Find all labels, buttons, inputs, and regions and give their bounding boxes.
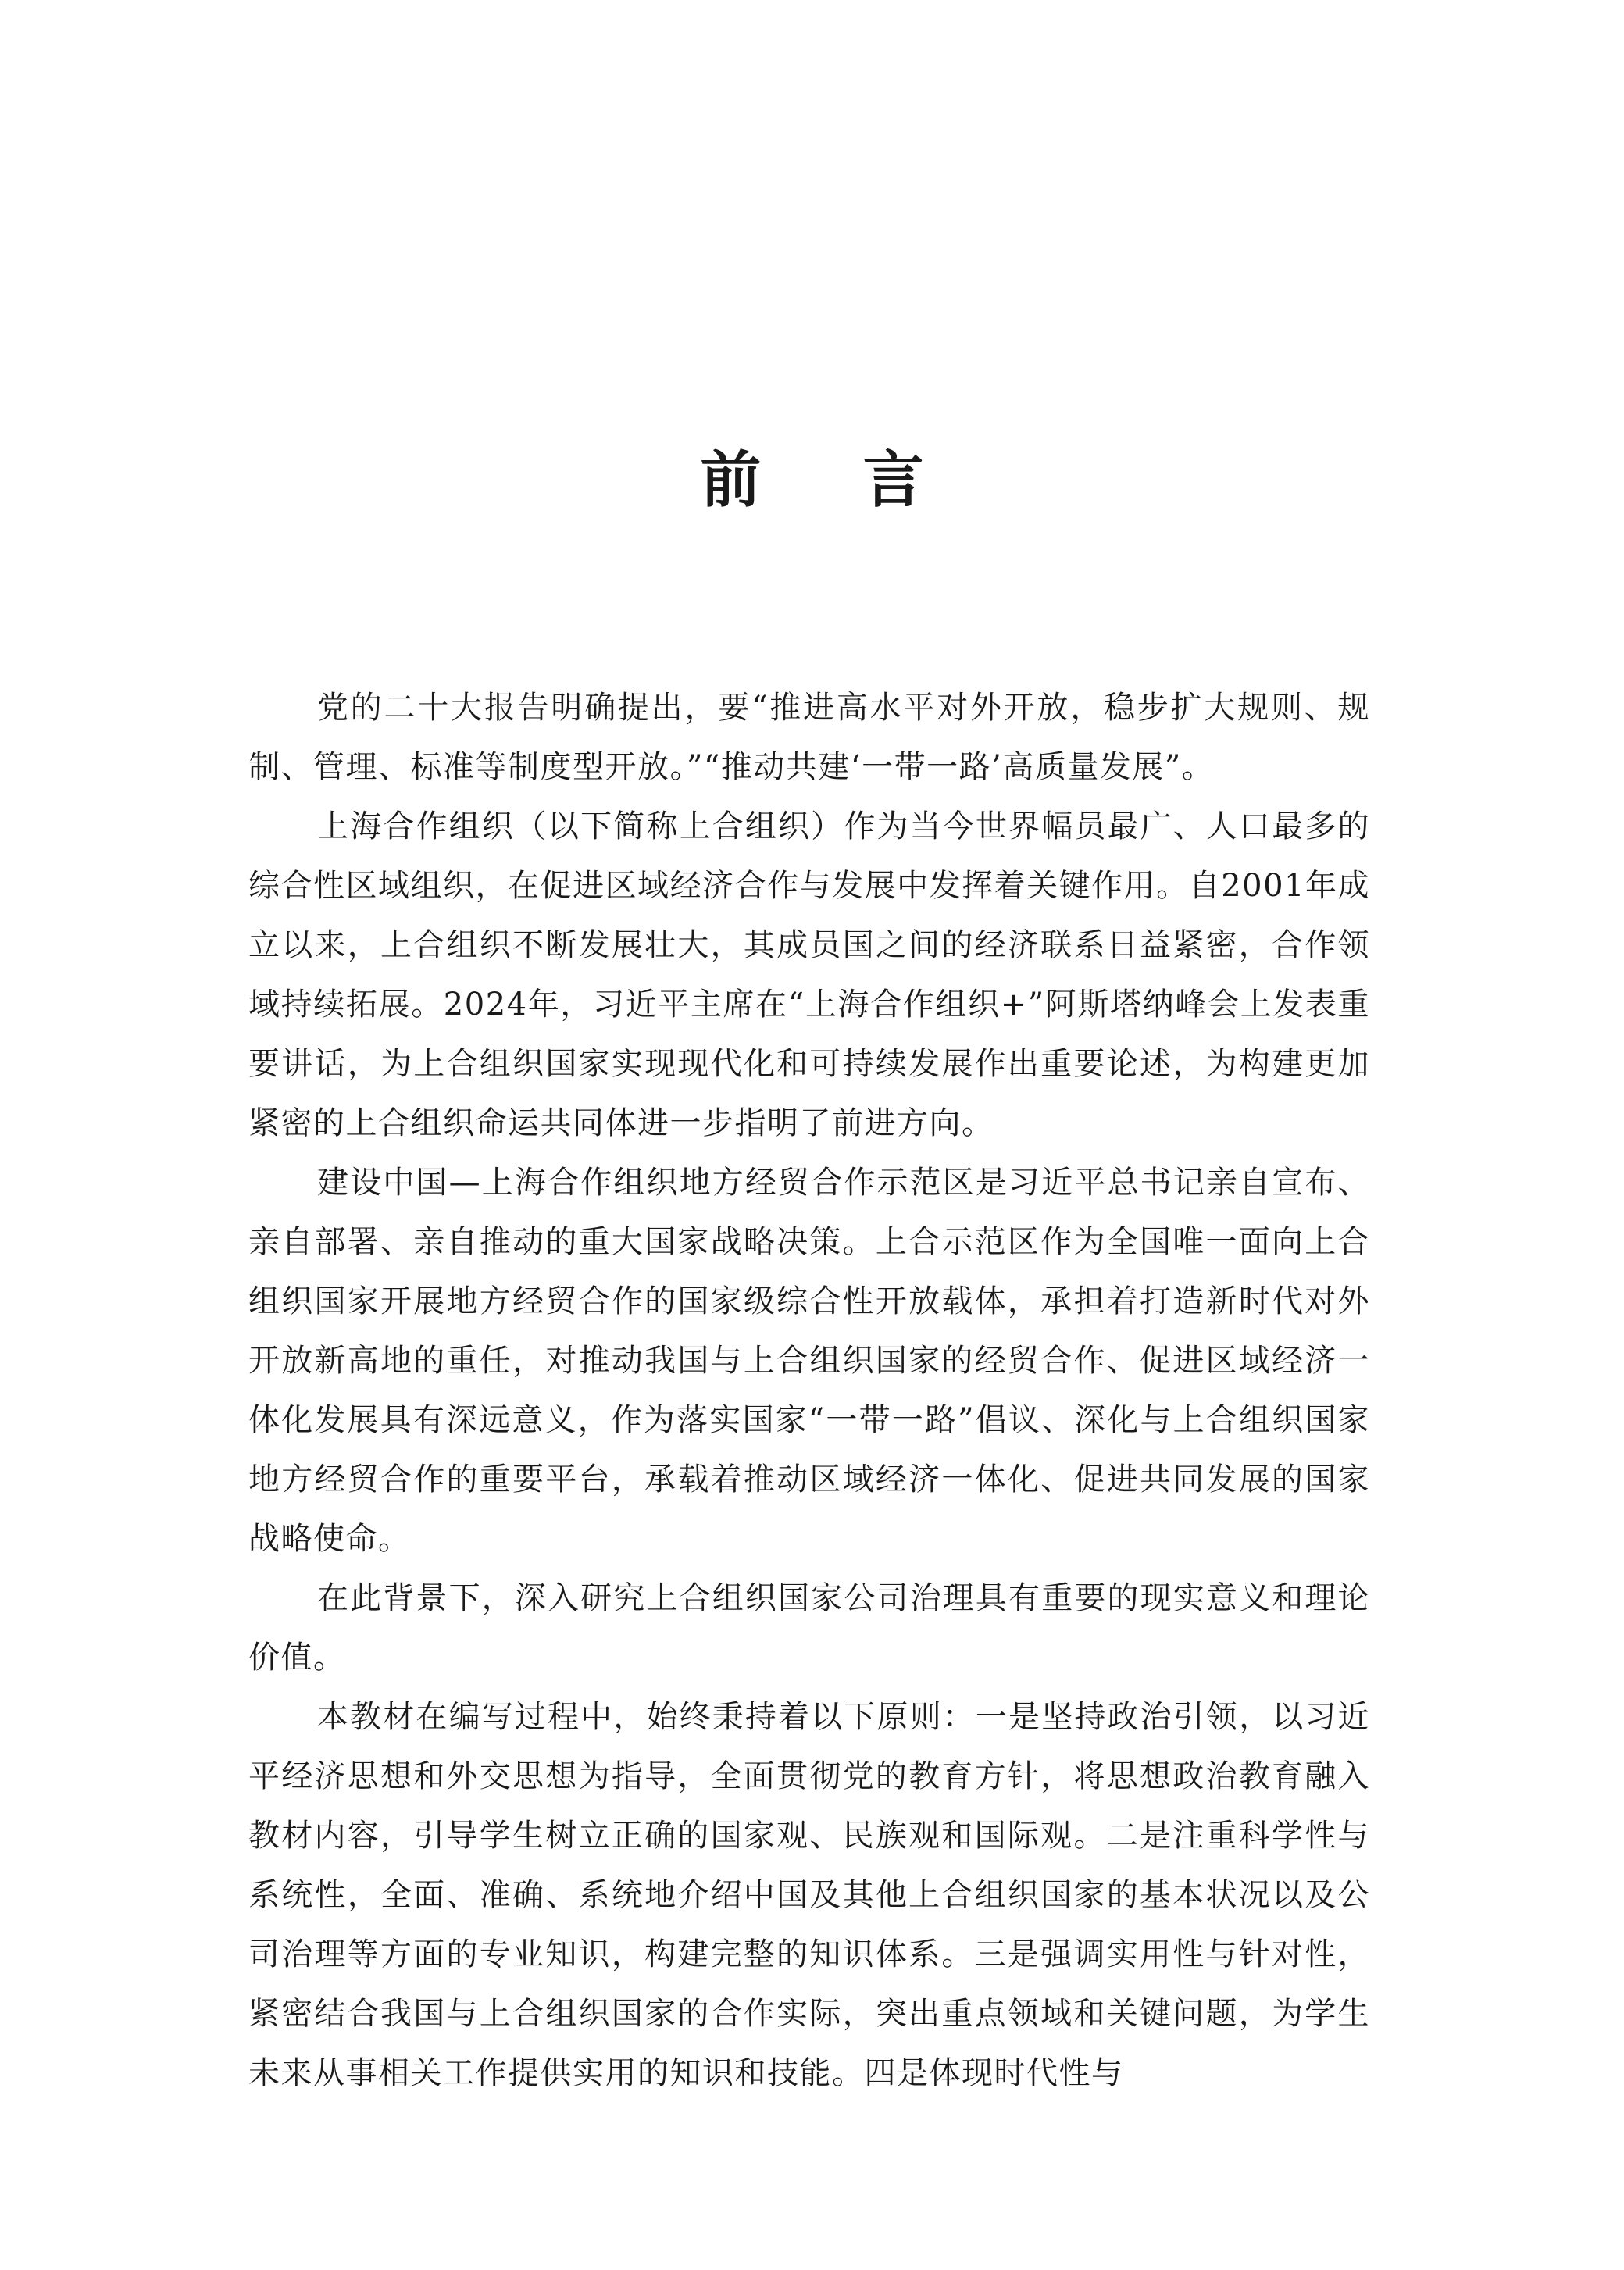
preface-body [248,678,1370,2103]
paragraph-3: 建设中国—上海合作组织地方经贸合作示范区是习近平总书记亲自宣布、亲自部署、亲自推动的重大国家战略决策。上合示范区作为全国唯一面向上合组织国家开展地方经贸合作的国家级综合性开放载体，承担着打造新时代对外开放新高地的重任，对推动我国与上合组织国家的经贸合作、促进区域经济一体化发展具有深远意义，作为落实国家“一带一路”倡议、深化与上合组织国家地方经贸合作的重要平台，承载着推动区域经济一体化、促进共同发展的国家战略使命。 [248,1165,1370,1557]
page-title: 前言 [700,445,1026,516]
paragraph-4: 在此背景下，深入研究上合组织国家公司治理具有重要的现实意义和理论价值。 [248,1580,1370,1676]
paragraph-1: 党的二十大报告明确提出，要“推进高水平对外开放，稳步扩大规则、规制、管理、标准等制度型开放。”“推动共建‘一带一路’高质量发展”。 [248,690,1370,785]
paragraph-2: 上海合作组织（以下简称上合组织）作为当今世界幅员最广、人口最多的综合性区域组织，在促进区域经济合作与发展中发挥着关键作用。自2001年成立以来，上合组织不断发展壮大，其成员国之间的经济联系日益紧密，合作领域持续拓展。2024年，习近平主席在“上海合作组织+”阿斯塔纳峰会上发表重要讲话，为上合组织国家实现现代化和可持续发展作出重要论述，为构建更加紧密的上合组织命运共同体进一步指明了前进方向。 [248,808,1370,1141]
paragraph-5: 本教材在编写过程中，始终秉持着以下原则：一是坚持政治引领，以习近平经济思想和外交思想为指导，全面贯彻党的教育方针，将思想政治教育融入教材内容，引导学生树立正确的国家观、民族观和国际观。二是注重科学性与系统性，全面、准确、系统地介绍中国及其他上合组织国家的基本状况以及公司治理等方面的专业知识，构建完整的知识体系。三是强调实用性与针对性，紧密结合我国与上合组织国家的合作实际，突出重点领域和关键问题，为学生未来从事相关工作提供实用的知识和技能。四是体现时代性与 [248,1699,1370,2091]
